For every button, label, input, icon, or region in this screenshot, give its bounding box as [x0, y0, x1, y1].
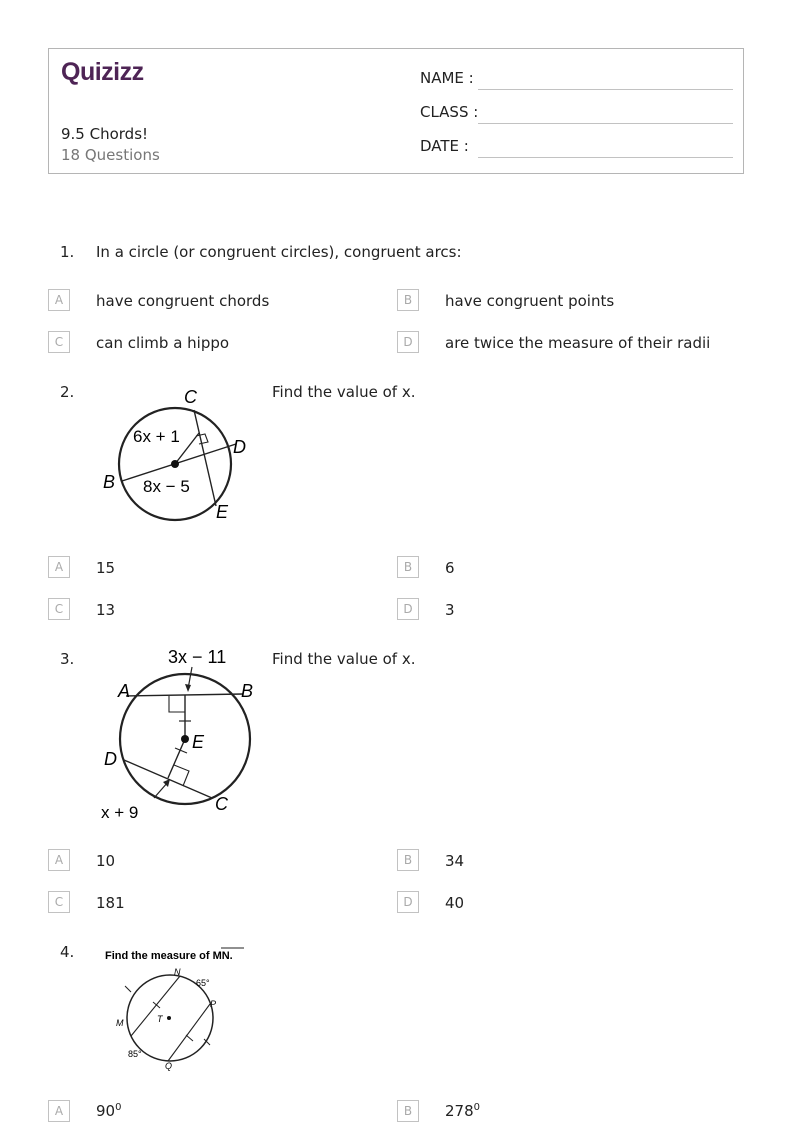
q4-label-t: T — [157, 1014, 163, 1024]
q2-label-d: D — [233, 437, 246, 457]
q3-right-angle-top — [169, 696, 185, 712]
question-4-number: 4. — [60, 943, 75, 961]
q4-option-b-value: 278 — [445, 1102, 474, 1120]
q3-label-c: C — [215, 794, 228, 814]
q2-option-d-box[interactable]: D — [397, 598, 419, 620]
question-3-text: Find the value of x. — [272, 650, 416, 668]
q2-option-a-text: 15 — [96, 559, 116, 577]
date-label: DATE : — [420, 137, 469, 155]
q1-option-a-box[interactable]: A — [48, 289, 70, 311]
name-line[interactable] — [478, 89, 733, 90]
name-label: NAME : — [420, 69, 474, 87]
q4-chord-pq — [168, 1004, 210, 1061]
q2-option-b-text: 6 — [445, 559, 455, 577]
q2-option-c-text: 13 — [96, 601, 116, 619]
question-4-figure — [100, 942, 260, 1074]
q4-arc-bottom: 85° — [128, 1049, 142, 1059]
question-3-figure — [98, 645, 266, 830]
q4-label-q: Q — [165, 1061, 173, 1071]
date-line[interactable] — [478, 157, 733, 158]
q3-option-d-box[interactable]: D — [397, 891, 419, 913]
q3-label-e: E — [192, 732, 205, 752]
q2-label-e: E — [216, 502, 229, 522]
q2-option-b-box[interactable]: B — [397, 556, 419, 578]
q3-option-b-box[interactable]: B — [397, 849, 419, 871]
worksheet-title: 9.5 Chords! — [61, 125, 149, 143]
q4-center-point — [167, 1016, 171, 1020]
q3-label-a: A — [118, 681, 131, 701]
q4-heading: Find the measure of MN. — [105, 950, 233, 962]
question-count: 18 Questions — [61, 146, 160, 164]
q1-option-d-text: are twice the measure of their radii — [445, 334, 711, 352]
q3-expr-top: 3x − 11 — [168, 647, 227, 667]
q3-option-c-text: 181 — [96, 894, 125, 912]
question-2-figure — [98, 382, 258, 524]
q1-option-c-box[interactable]: C — [48, 331, 70, 353]
q4-option-a-value: 90 — [96, 1102, 116, 1120]
q4-option-a-box[interactable]: A — [48, 1100, 70, 1122]
q3-center-point — [181, 735, 189, 743]
q3-option-d-text: 40 — [445, 894, 465, 912]
q3-label-d: D — [104, 749, 117, 769]
q1-option-c-text: can climb a hippo — [96, 334, 230, 352]
question-3-number: 3. — [60, 650, 75, 668]
q4-option-b-box[interactable]: B — [397, 1100, 419, 1122]
q3-option-c-box[interactable]: C — [48, 891, 70, 913]
q2-label-c: C — [184, 387, 197, 407]
q1-option-a-text: have congruent chords — [96, 292, 270, 310]
q2-option-a-box[interactable]: A — [48, 556, 70, 578]
q2-chord-ce — [194, 410, 216, 506]
q3-option-a-text: 10 — [96, 852, 116, 870]
q4-chord-nm — [131, 976, 180, 1036]
question-1-text: In a circle (or congruent circles), congruent arcs: — [96, 243, 462, 261]
q2-chord-bd — [122, 444, 236, 481]
question-2-number: 2. — [60, 383, 75, 401]
worksheet-header — [48, 48, 744, 174]
q1-option-b-text: have congruent points — [445, 292, 615, 310]
quizizz-logo: Quizizz — [61, 58, 144, 86]
q4-label-m: M — [116, 1018, 124, 1028]
q4-tick-2 — [186, 1035, 193, 1041]
q3-chord-dc — [124, 760, 212, 798]
q3-perp-bottom — [168, 739, 185, 778]
q2-expr-lower: 8x − 5 — [143, 477, 190, 496]
class-line[interactable] — [478, 123, 733, 124]
q4-option-b-text — [445, 1102, 480, 1120]
q3-arrowhead-top — [185, 684, 191, 692]
q4-arc-top: 65° — [196, 978, 210, 988]
q2-center-point — [171, 460, 179, 468]
question-2-text: Find the value of x. — [272, 383, 416, 401]
q4-option-a-sup: 0 — [115, 1102, 122, 1113]
q4-option-b-sup: 0 — [473, 1102, 481, 1113]
q3-option-a-box[interactable]: A — [48, 849, 70, 871]
q2-expr-upper: 6x + 1 — [133, 427, 180, 446]
q2-option-d-text: 3 — [445, 601, 455, 619]
q3-option-b-text: 34 — [445, 852, 465, 870]
q4-tick-3 — [125, 986, 131, 992]
q4-label-p: P — [210, 999, 217, 1009]
q2-label-b: B — [103, 472, 116, 492]
q1-option-d-box[interactable]: D — [397, 331, 419, 353]
q2-option-c-box[interactable]: C — [48, 598, 70, 620]
q3-label-b: B — [241, 681, 254, 701]
class-label: CLASS : — [420, 103, 479, 121]
question-1-number: 1. — [60, 243, 75, 261]
q4-label-n: N — [174, 967, 181, 977]
q3-expr-bottom: x + 9 — [101, 803, 139, 822]
q1-option-b-box[interactable]: B — [397, 289, 419, 311]
q4-option-a-text — [96, 1102, 121, 1120]
